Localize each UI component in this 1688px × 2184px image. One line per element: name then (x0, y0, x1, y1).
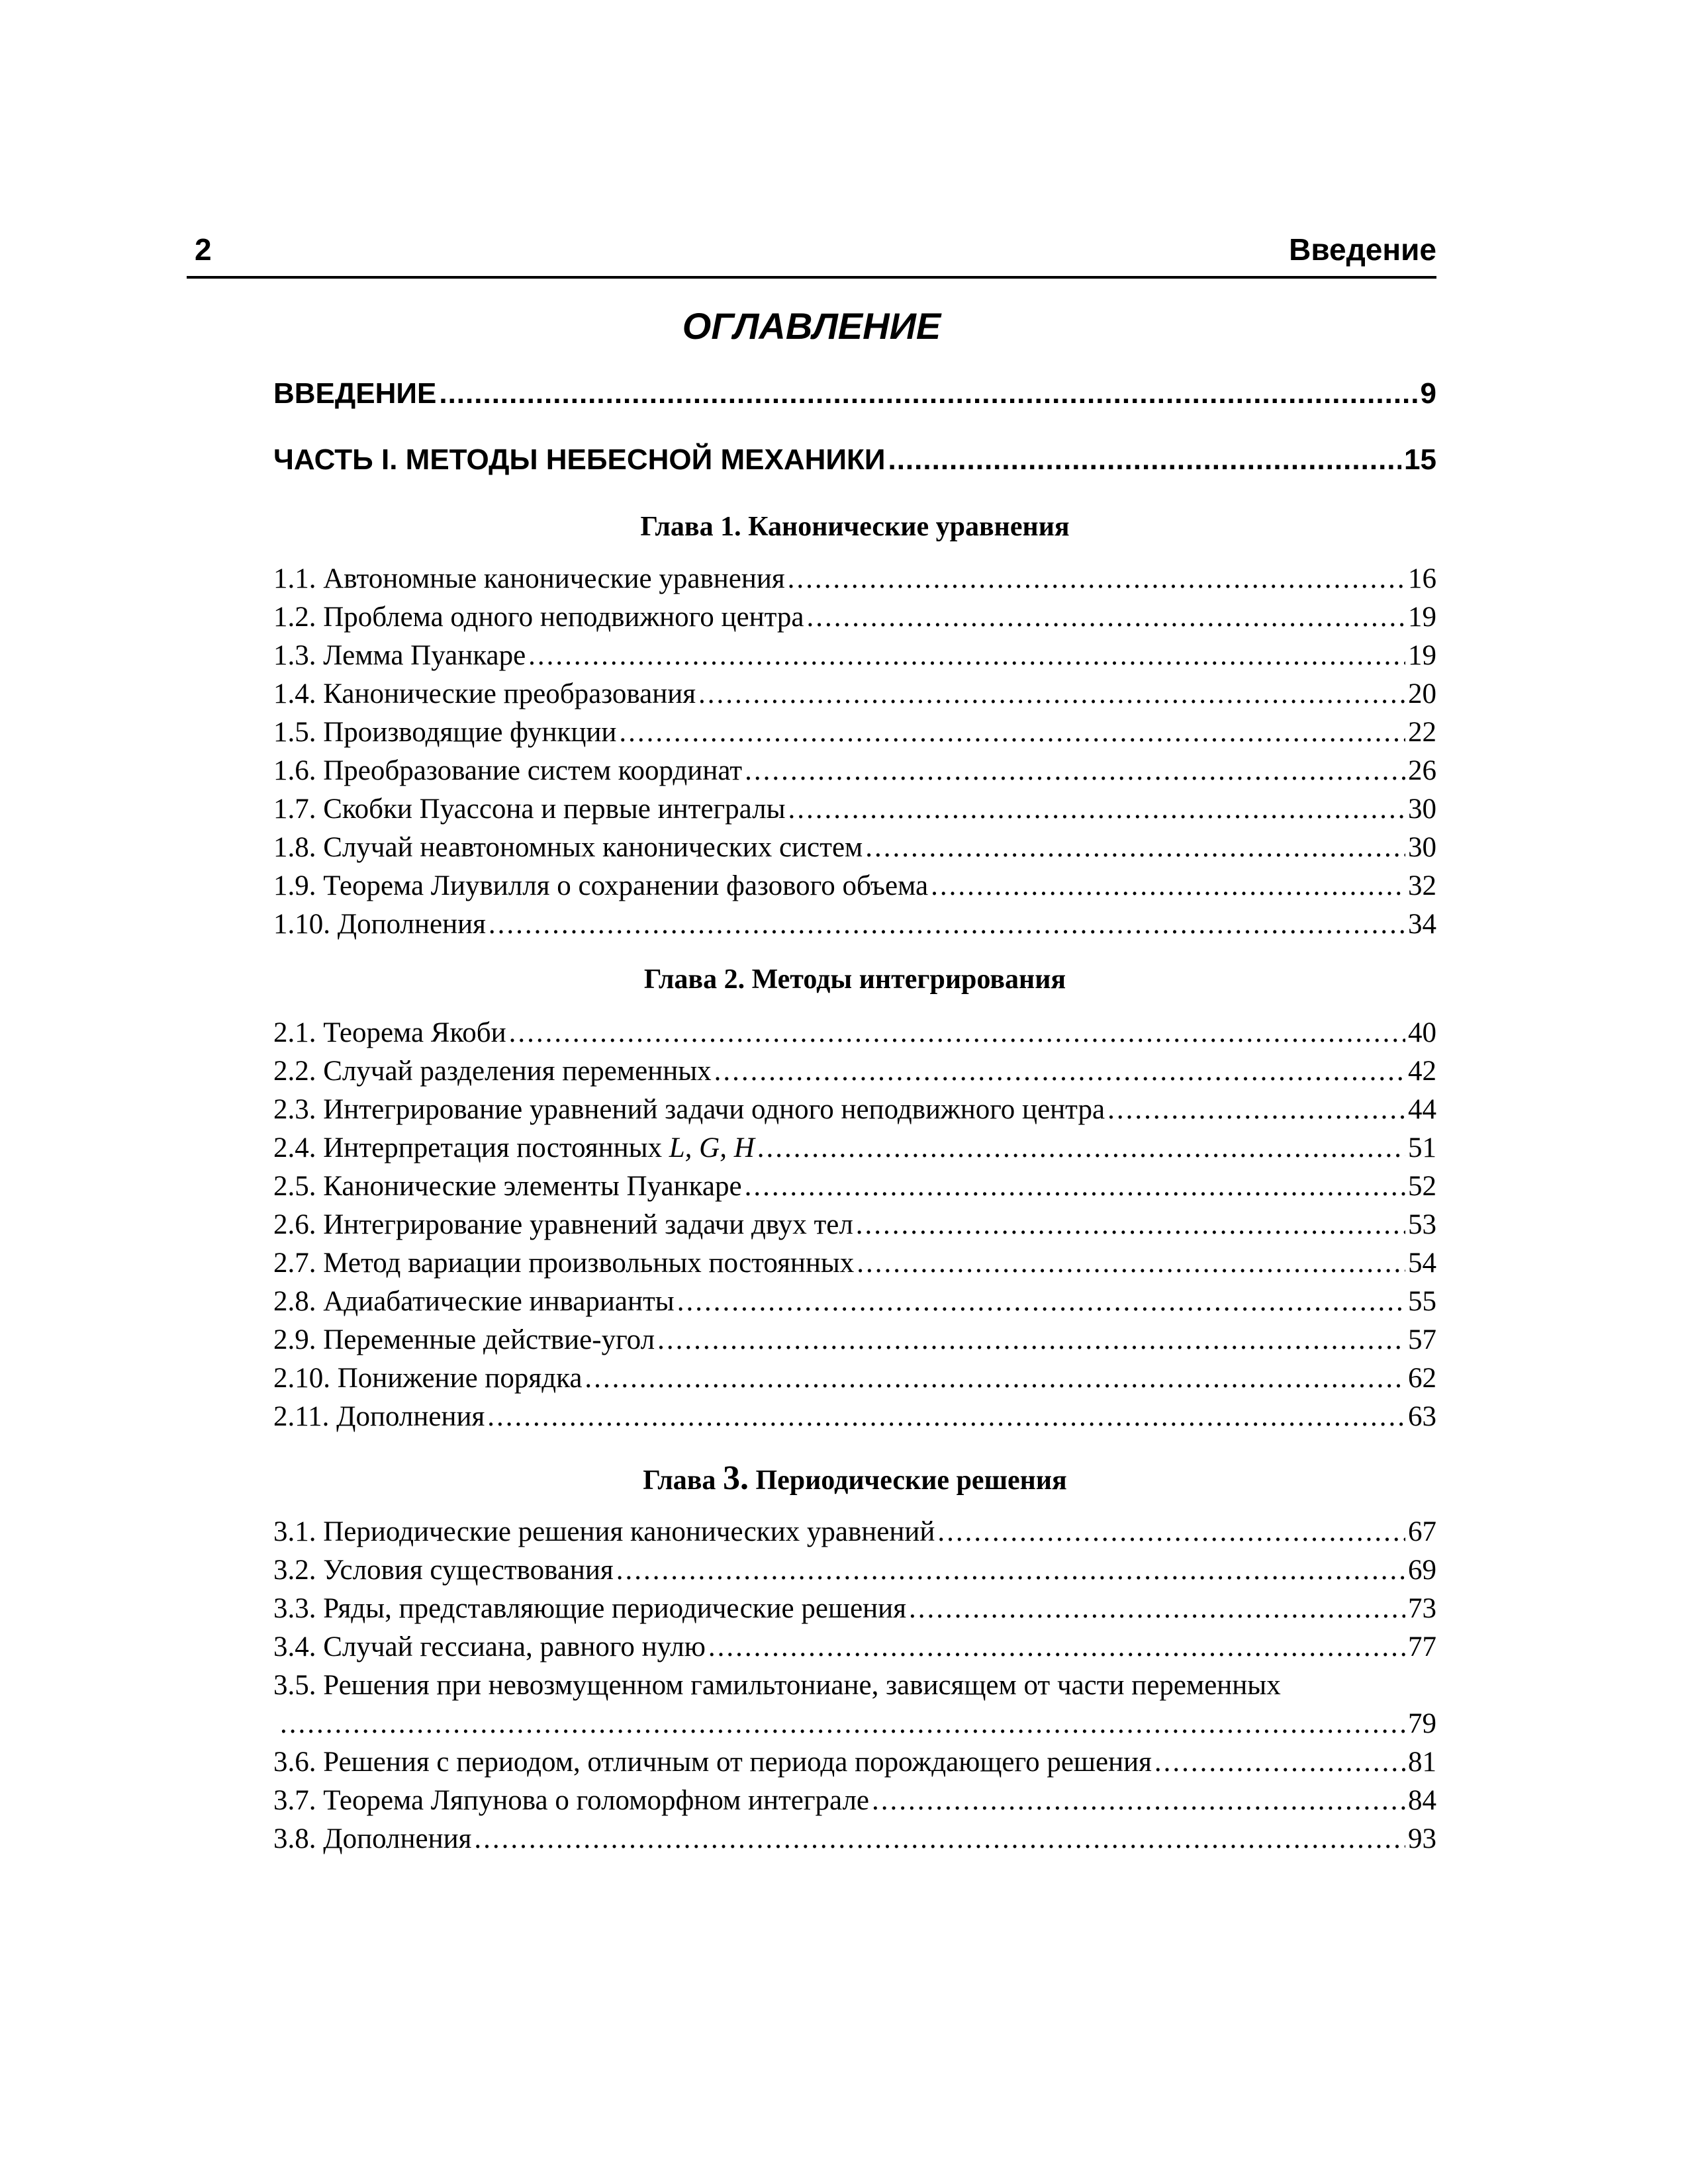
chapter-number: 2. (724, 964, 745, 995)
toc-entry-1-2[interactable] (273, 601, 1436, 633)
chapter-1-heading (273, 511, 1436, 543)
toc-entry-page: 67 (1408, 1516, 1436, 1547)
toc-title: ОГЛАВЛЕНИЕ (682, 305, 941, 347)
toc-entry-2-7[interactable] (273, 1247, 1436, 1279)
toc-entry-label: 1.4. Канонические преобразования (273, 678, 696, 709)
toc-entry-label: 3.6. Решения с периодом, отличным от периода порождающего решения (273, 1747, 1152, 1778)
dot-leader (857, 1247, 1405, 1279)
toc-entry-page: 62 (1408, 1363, 1436, 1394)
toc-entry-label: 1.8. Случай неавтономных канонических систем (273, 832, 863, 863)
toc-entry-label: 2.7. Метод вариации произвольных постоянных (273, 1248, 855, 1279)
toc-entry-3-7[interactable] (273, 1784, 1436, 1817)
toc-entry-page: 77 (1408, 1631, 1436, 1662)
toc-entry-label: 2.10. Понижение порядка (273, 1363, 583, 1394)
toc-entry-1-1[interactable] (273, 563, 1436, 595)
toc-entry-page: 44 (1408, 1094, 1436, 1125)
toc-entry-page: 20 (1408, 678, 1436, 709)
page-number: 2 (195, 232, 212, 267)
chapter-prefix: Глава (640, 512, 721, 542)
toc-entry-page: 84 (1408, 1785, 1436, 1816)
toc-entry-label: 1.2. Проблема одного неподвижного центра (273, 602, 804, 633)
dot-leader (616, 1554, 1405, 1586)
page-header (187, 232, 1436, 271)
toc-entry-label: 3.7. Теорема Ляпунова о голоморфном интеграле (273, 1785, 869, 1816)
dot-leader (489, 908, 1405, 940)
dot-leader (788, 563, 1405, 595)
toc-entry-label-italic: L, G, H (669, 1132, 755, 1163)
toc-entry-label: 3.3. Ряды, представляющие периодические решения (273, 1593, 906, 1624)
dot-leader (856, 1208, 1405, 1241)
toc-entry-3-8[interactable] (273, 1823, 1436, 1855)
toc-entry-page: 53 (1408, 1209, 1436, 1240)
toc-entry-page: 42 (1408, 1056, 1436, 1087)
toc-entry-1-5[interactable] (273, 716, 1436, 749)
toc-entry-page: 63 (1408, 1401, 1436, 1432)
toc-entry-page: 22 (1408, 717, 1436, 748)
toc-entry-1-4[interactable] (273, 678, 1436, 710)
toc-entry-label (273, 1132, 755, 1164)
toc-entry-page: 9 (1420, 377, 1436, 410)
toc-entry-label: 2.11. Дополнения (273, 1401, 485, 1432)
toc-entry-label: ЧАСТЬ I. МЕТОДЫ НЕБЕСНОЙ МЕХАНИКИ (273, 443, 886, 476)
toc-entry-3-1[interactable] (273, 1516, 1436, 1548)
toc-entry-3-4[interactable] (273, 1631, 1436, 1663)
toc-entry-label: 3.8. Дополнения (273, 1823, 472, 1854)
dot-leader (1107, 1093, 1405, 1126)
toc-entry-1-7[interactable] (273, 793, 1436, 825)
toc-entry-2-1[interactable] (273, 1017, 1436, 1049)
toc-entry-page: 15 (1404, 443, 1436, 476)
chapter-title: Канонические уравнения (741, 512, 1070, 542)
chapter-prefix: Глава (643, 964, 724, 995)
toc-entry-page: 54 (1408, 1248, 1436, 1279)
dot-leader (865, 831, 1405, 864)
toc-entry-3-6[interactable] (273, 1746, 1436, 1778)
toc-entry-page: 40 (1408, 1017, 1436, 1048)
toc-entry-part-1[interactable] (273, 443, 1436, 477)
toc-entry-page: 34 (1408, 909, 1436, 940)
toc-entry-label: 3.1. Периодические решения канонических уравнений (273, 1516, 935, 1547)
toc-entry-label: ВВЕДЕНИЕ (273, 377, 437, 410)
toc-entry-page: 79 (1408, 1708, 1436, 1739)
toc-entry-3-5[interactable] (273, 1707, 1436, 1740)
toc-entry-2-9[interactable] (273, 1324, 1436, 1356)
chapter-number: 3. (722, 1459, 749, 1497)
chapter-title: Методы интегрирования (745, 964, 1066, 995)
dot-leader (657, 1324, 1405, 1356)
toc-entry-label: 1.1. Автономные канонические уравнения (273, 563, 785, 594)
toc-entry-1-8[interactable] (273, 831, 1436, 864)
toc-entry-page: 19 (1408, 640, 1436, 671)
toc-entry-2-5[interactable] (273, 1170, 1436, 1203)
toc-entry-label: 2.5. Канонические элементы Пуанкаре (273, 1171, 742, 1202)
toc-entry-page: 51 (1408, 1132, 1436, 1163)
toc-entry-label: 1.9. Теорема Лиувилля о сохранении фазового объема (273, 870, 929, 901)
toc-entry-label: 2.8. Адиабатические инварианты (273, 1286, 675, 1317)
dot-leader (474, 1823, 1405, 1855)
running-title: Введение (1289, 232, 1436, 267)
dot-leader (677, 1285, 1405, 1318)
dot-leader (745, 754, 1405, 787)
chapter-number: 1. (720, 512, 741, 542)
toc-entry-page: 73 (1408, 1593, 1436, 1624)
toc-entry-label: 1.6. Преобразование систем координат (273, 755, 743, 786)
header-rule (187, 276, 1436, 279)
dot-leader (757, 1132, 1405, 1164)
dot-leader (439, 377, 1417, 410)
toc-entry-page: 32 (1408, 870, 1436, 901)
chapter-3-heading (273, 1459, 1436, 1498)
toc-entry-page: 93 (1408, 1823, 1436, 1854)
toc-entry-2-4[interactable] (273, 1132, 1436, 1164)
toc-entry-label-text: 2.4. Интерпретация постоянных (273, 1132, 669, 1163)
toc-entry-page: 57 (1408, 1324, 1436, 1355)
toc-entry-page: 69 (1408, 1555, 1436, 1586)
chapter-prefix: Глава (643, 1465, 723, 1496)
toc-entry-2-2[interactable] (273, 1055, 1436, 1087)
dot-leader (509, 1017, 1405, 1049)
dot-leader (806, 601, 1405, 633)
toc-entry-page: 81 (1408, 1747, 1436, 1778)
chapter-2-heading (273, 964, 1436, 995)
dot-leader (888, 443, 1401, 477)
toc-entry-label: 1.10. Дополнения (273, 909, 486, 940)
toc-entry-1-3[interactable] (273, 639, 1436, 672)
dot-leader (585, 1362, 1405, 1394)
toc-entry-label: 1.7. Скобки Пуассона и первые интегралы (273, 794, 786, 825)
dot-leader (280, 1707, 1405, 1740)
toc-entry-label: 1.3. Лемма Пуанкаре (273, 640, 526, 671)
toc-entry-3-2[interactable] (273, 1554, 1436, 1586)
dot-leader (714, 1055, 1405, 1087)
dot-leader (708, 1631, 1405, 1663)
toc-entry-label: 2.3. Интегрирование уравнений задачи одного неподвижного центра (273, 1094, 1105, 1125)
toc-entry-page: 30 (1408, 794, 1436, 825)
dot-leader (909, 1592, 1405, 1625)
toc-entry-2-6[interactable] (273, 1208, 1436, 1241)
toc-entry-label: 3.4. Случай гессиана, равного нулю (273, 1631, 706, 1662)
toc-entry-introduction[interactable] (273, 377, 1436, 410)
dot-leader (745, 1170, 1405, 1203)
toc-entry-2-10[interactable] (273, 1362, 1436, 1394)
toc-entry-page: 19 (1408, 602, 1436, 633)
toc-entry-label: 3.2. Условия существования (273, 1555, 614, 1586)
dot-leader (698, 678, 1405, 710)
dot-leader (487, 1400, 1405, 1433)
toc-entry-page: 30 (1408, 832, 1436, 863)
toc-entry-3-5-label[interactable]: 3.5. Решения при невозмущенном гамильтониане, зависящем от части переменных (273, 1670, 1281, 1701)
toc-entry-page: 16 (1408, 563, 1436, 594)
toc-entry-page: 55 (1408, 1286, 1436, 1317)
toc-entry-1-10[interactable] (273, 908, 1436, 940)
toc-entry-label: 2.6. Интегрирование уравнений задачи двух тел (273, 1209, 853, 1240)
dot-leader (872, 1784, 1405, 1817)
toc-entry-2-11[interactable] (273, 1400, 1436, 1433)
toc-entry-label: 2.2. Случай разделения переменных (273, 1056, 712, 1087)
toc-entry-1-9[interactable] (273, 870, 1436, 902)
toc-entry-2-8[interactable] (273, 1285, 1436, 1318)
toc-entry-3-3[interactable] (273, 1592, 1436, 1625)
dot-leader (528, 639, 1405, 672)
toc-entry-label: 2.9. Переменные действие-угол (273, 1324, 655, 1355)
toc-entry-page: 26 (1408, 755, 1436, 786)
dot-leader (619, 716, 1405, 749)
dot-leader (931, 870, 1405, 902)
toc-entry-2-3[interactable] (273, 1093, 1436, 1126)
toc-entry-label: 2.1. Теорема Якоби (273, 1017, 506, 1048)
chapter-title: Периодические решения (748, 1465, 1067, 1496)
dot-leader (788, 793, 1406, 825)
toc-entry-label: 1.5. Производящие функции (273, 717, 617, 748)
dot-leader (1154, 1746, 1405, 1778)
dot-leader (937, 1516, 1405, 1548)
toc-entry-page: 52 (1408, 1171, 1436, 1202)
toc-entry-1-6[interactable] (273, 754, 1436, 787)
